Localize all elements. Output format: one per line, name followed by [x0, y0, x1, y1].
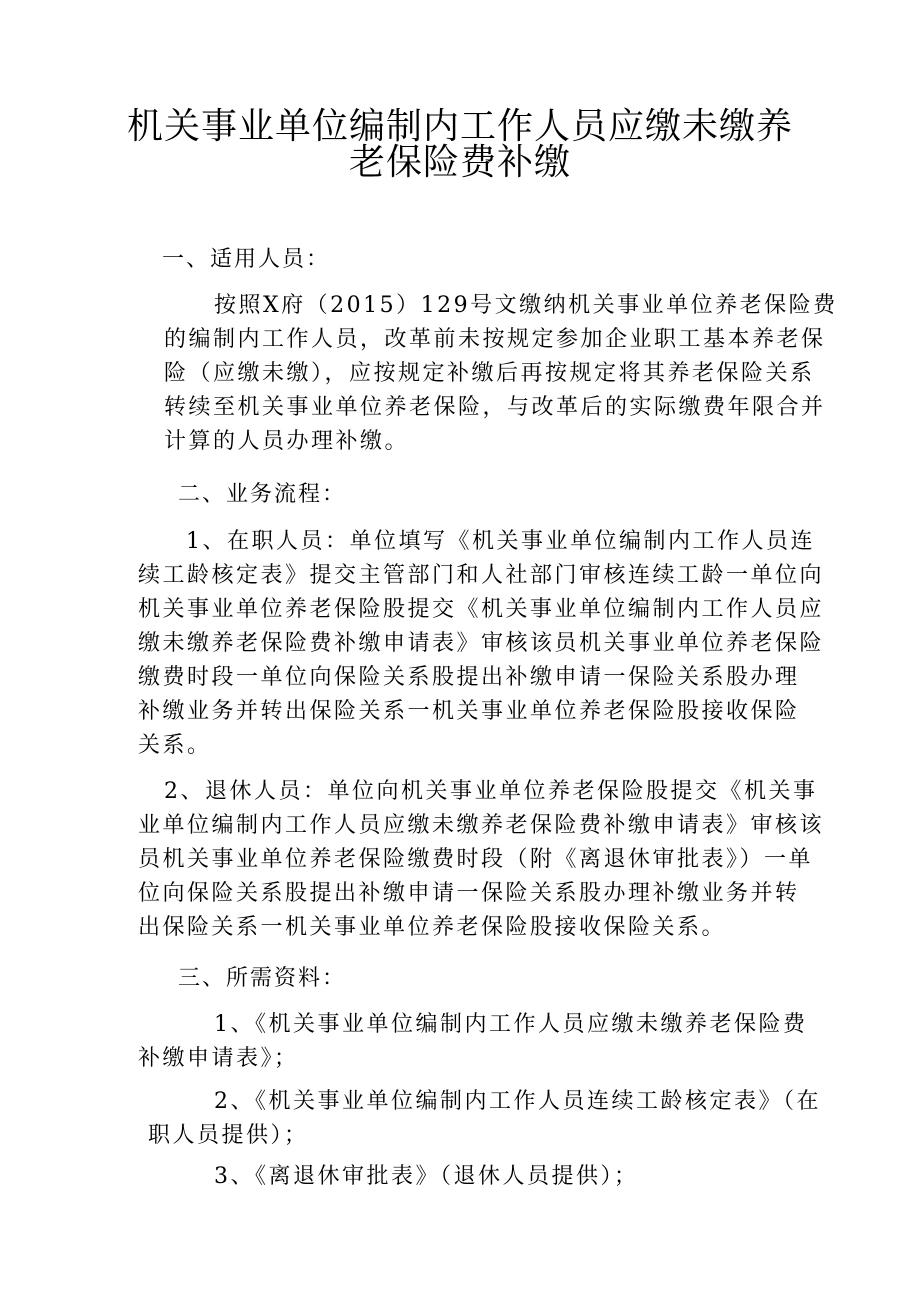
paragraph-line: 员机关事业单位养老保险缴费时段（附《离退休审批表》）一单: [138, 847, 814, 872]
section-heading-business-process: 二、业务流程：: [178, 482, 347, 507]
paragraph-line: 2、退休人员：单位向机关事业单位养老保险股提交《机关事: [164, 779, 818, 804]
paragraph-line: 位向保险关系股提出补缴申请一保险关系股办理补缴业务并转: [138, 881, 800, 906]
section-heading-applicable-persons: 一、适用人员：: [162, 247, 331, 272]
paragraph-line: 1、在职人员：单位填写《机关事业单位编制内工作人员连: [186, 529, 815, 554]
paragraph-line: 职人员提供）；: [148, 1123, 309, 1148]
paragraph-line: 按照X府（2015）129号文缴纳机关事业单位养老保险费: [214, 293, 838, 318]
paragraph-line: 业单位编制内工作人员应缴未缴养老保险费补缴申请表》审核该: [138, 813, 825, 838]
materials-item-1: [138, 1008, 808, 1076]
paragraph-line: 出保险关系一机关事业单位养老保险股接收保险关系。: [138, 915, 727, 940]
paragraph-line: 关系。: [138, 733, 212, 758]
paragraph-retired-personnel: [138, 775, 825, 945]
paragraph-line: 1、《机关事业单位编制内工作人员应缴未缴养老保险费: [214, 1012, 808, 1037]
materials-item-3: [138, 1160, 798, 1194]
paragraph-line: 险（应缴未缴），应按规定补缴后再按规定将其养老保险关系: [164, 361, 815, 386]
paragraph-line: 的编制内工作人员，改革前未按规定参加企业职工基本养老保: [164, 327, 826, 352]
paragraph-line: 补缴申请表》；: [138, 1046, 299, 1071]
paragraph-line: 2、《机关事业单位编制内工作人员连续工龄核定表》（在: [214, 1089, 821, 1114]
section-heading-required-materials: 三、所需资料：: [178, 966, 347, 991]
paragraph-line: 缴费时段一单位向保险关系股提出补缴申请一保险关系股办理: [138, 665, 800, 690]
document-title-line-1: 机关事业单位编制内工作人员应缴未缴养: [126, 106, 793, 147]
paragraph-line: 转续至机关事业单位养老保险，与改革后的实际缴费年限合并: [164, 395, 826, 420]
paragraph-in-service-personnel: [138, 525, 825, 763]
paragraph-line: 3、《离退休审批表》（退休人员提供）；: [214, 1164, 639, 1189]
materials-item-2: [138, 1085, 821, 1153]
paragraph-line: 续工龄核定表》提交主管部门和人社部门审核连续工龄一单位向: [138, 563, 825, 588]
paragraph-line: 补缴业务并转出保险关系一机关事业单位养老保险股接收保险: [138, 699, 800, 724]
paragraph-line: 机关事业单位养老保险股提交《机关事业单位编制内工作人员应: [138, 597, 825, 622]
document-title-line-2: 老保险费补缴: [348, 142, 571, 183]
paragraph-line: 缴未缴养老保险费补缴申请表》审核该员机关事业单位养老保险: [138, 631, 825, 656]
paragraph-line: 计算的人员办理补缴。: [164, 429, 410, 454]
paragraph-applicable-persons: [138, 289, 838, 459]
